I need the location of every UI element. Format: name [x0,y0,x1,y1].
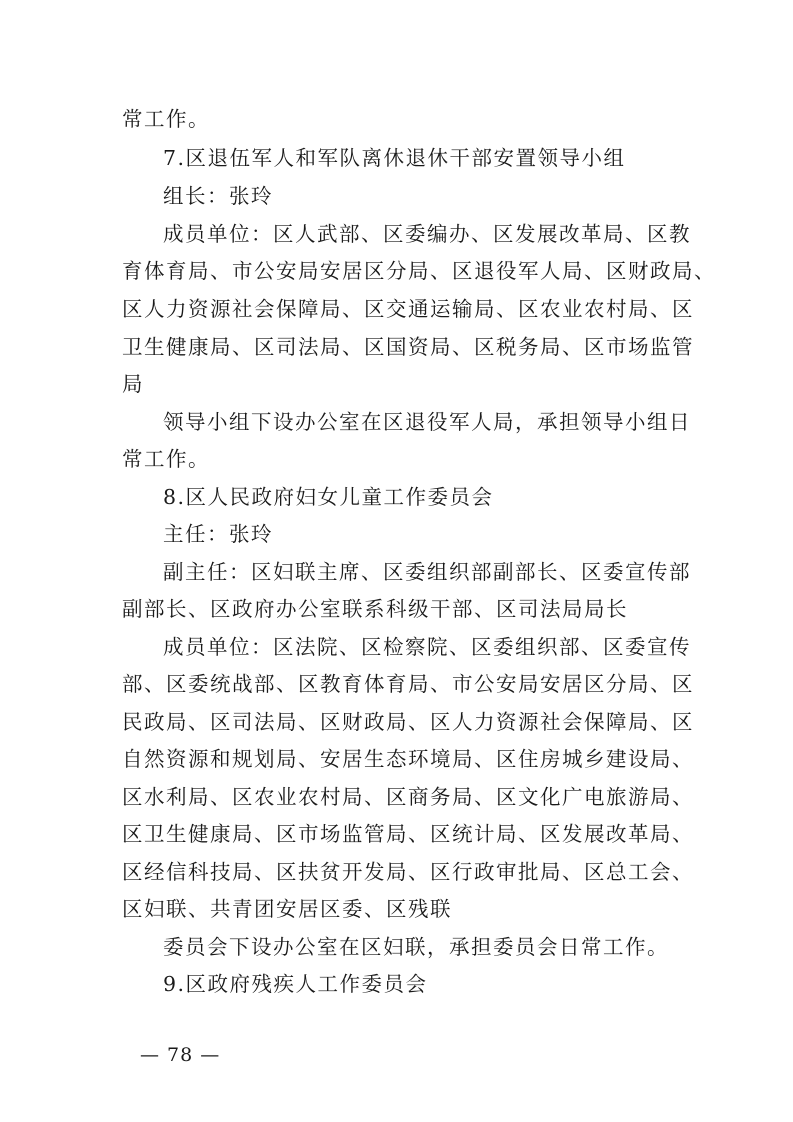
section-7-office-line-2: 常工作。 [122,447,210,471]
section-7-members-line-4: 卫生健康局、区司法局、区国资局、区税务局、区市场监管 [122,335,694,359]
section-8-office: 委员会下设办公室在区妇联，承担委员会日常工作。 [163,935,669,959]
section-8-members-line-8: 区妇联、共青团安居区委、区残联 [122,897,452,921]
section-8-members-line-7: 区经信科技局、区扶贫开发局、区行政审批局、区总工会、 [122,860,694,884]
section-8-deputy-line-2: 副部长、区政府办公室联系科级干部、区司法局局长 [122,597,628,621]
page-number: — 78 — [140,1044,221,1066]
section-8-members-line-3: 民政局、区司法局、区财政局、区人力资源社会保障局、区 [122,710,694,734]
section-8-members-line-6: 区卫生健康局、区市场监管局、区统计局、区发展改革局、 [122,822,694,846]
section-7-leader: 组长：张玲 [163,184,273,208]
section-8-members-line-5: 区水利局、区农业农村局、区商务局、区文化广电旅游局、 [122,785,694,809]
section-7-members-line-1: 成员单位：区人武部、区委编办、区发展改革局、区教 [163,222,691,246]
section-7-heading: 7.区退伍军人和军队离休退休干部安置领导小组 [163,146,626,170]
section-7-members-line-3: 区人力资源社会保障局、区交通运输局、区农业农村局、区 [122,297,694,321]
section-8-members-line-4: 自然资源和规划局、安居生态环境局、区住房城乡建设局、 [122,747,694,771]
section-9-heading: 9.区政府残疾人工作委员会 [163,972,428,996]
section-7-members-line-2: 育体育局、市公安局安居区分局、区退役军人局、区财政局、 [122,259,716,283]
section-7-office-line-1: 领导小组下设办公室在区退役军人局，承担领导小组日 [163,410,691,434]
section-8-heading: 8.区人民政府妇女儿童工作委员会 [163,485,494,509]
section-8-director: 主任：张玲 [163,522,273,546]
section-7-members-line-5: 局 [122,372,144,396]
section-8-deputy-line-1: 副主任：区妇联主席、区委组织部副部长、区委宣传部 [163,560,691,584]
section-8-members-line-2: 部、区委统战部、区教育体育局、市公安局安居区分局、区 [122,672,694,696]
text-line-1: 常工作。 [122,107,210,131]
section-8-members-line-1: 成员单位：区法院、区检察院、区委组织部、区委宣传 [163,635,691,659]
